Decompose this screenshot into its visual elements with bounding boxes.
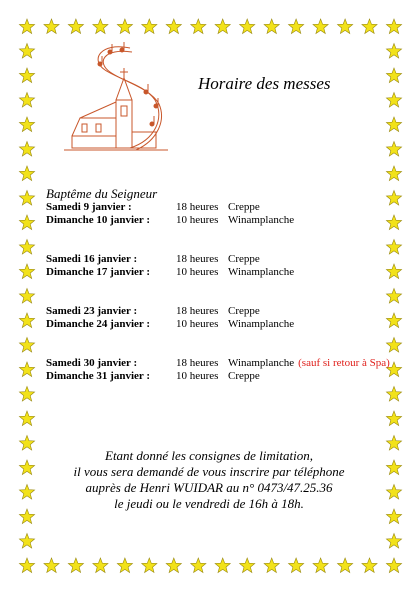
schedule-place: Winamplanche [228,266,295,278]
star-icon [338,19,353,34]
star-icon [386,142,401,157]
star-icon [386,534,401,549]
star-icon [386,436,401,451]
schedule-time: 10 heures [176,214,219,226]
star-icon [117,19,132,34]
schedule-place [228,357,390,370]
schedule-day: Samedi 23 janvier : [46,305,138,317]
star-icon [386,19,401,34]
star-icon [68,558,83,573]
star-icon [93,19,108,34]
star-icon [19,240,34,255]
star-icon [313,558,328,573]
star-icon [386,117,401,132]
schedule-place-text: Winamplanche [228,357,295,369]
star-icon [240,19,255,34]
star-icon [19,362,34,377]
schedule-day: Dimanche 31 janvier : [46,370,150,382]
notice-line: il vous sera demandé de vous inscrire par téléphone [73,464,345,479]
star-icon [19,215,34,230]
subtitle: Baptême du Seigneur [46,186,158,201]
star-icon [386,509,401,524]
star-icon [386,460,401,475]
star-icon [386,485,401,500]
schedule-time: 18 heures [176,253,219,265]
star-icon [19,166,34,181]
schedule-time: 18 heures [176,201,219,213]
star-icon [386,68,401,83]
schedule-group [46,253,396,279]
schedule-row [46,214,396,227]
star-icon [117,558,132,573]
schedule-row [46,253,396,266]
star-icon [289,19,304,34]
star-icon [386,44,401,59]
star-icon [44,558,59,573]
schedule-place: Creppe [228,305,260,317]
page-title: Horaire des messes [198,74,331,93]
schedule-time: 18 heures [176,305,219,317]
star-icon [19,19,34,34]
star-icon [289,558,304,573]
star-icon [338,558,353,573]
schedule-time: 10 heures [176,370,219,382]
star-icon [240,558,255,573]
star-icon [19,264,34,279]
star-icon [191,19,206,34]
schedule-group [46,305,396,331]
church-music-illustration [60,40,180,170]
schedule-day: Dimanche 17 janvier : [46,266,150,278]
star-icon [19,338,34,353]
schedule-place: Creppe [228,370,260,382]
schedule-group [46,201,396,227]
schedule-row [46,266,396,279]
star-icon [19,558,34,573]
notice-line: le jeudi ou le vendredi de 16h à 18h. [114,496,304,511]
schedule-day: Samedi 9 janvier : [46,201,132,213]
star-icon [386,387,401,402]
music-ribbon [98,47,159,148]
star-icon [386,411,401,426]
schedule-place: Creppe [228,253,260,265]
star-icon [166,558,181,573]
schedule-day: Samedi 16 janvier : [46,253,138,265]
star-icon [19,387,34,402]
notice-line: Etant donné les consignes de limitation, [105,448,313,463]
star-icon [215,19,230,34]
star-icon [264,19,279,34]
schedule-place: Winamplanche [228,214,295,226]
schedule-row [46,370,396,383]
schedule-row [46,305,396,318]
notice-line: auprès de Henri WUIDAR au n° 0473/47.25.36 [85,480,333,495]
schedule-row [46,357,396,370]
star-icon [44,19,59,34]
schedule-day: Dimanche 10 janvier : [46,214,150,226]
mass-schedule [46,201,396,383]
star-icon [386,166,401,181]
schedule-note: (sauf si retour à Spa) [298,357,390,369]
star-icon [93,558,108,573]
schedule-time: 10 heures [176,266,219,278]
star-icon [191,558,206,573]
schedule-place: Creppe [228,201,260,213]
schedule-day: Samedi 30 janvier : [46,357,138,369]
schedule-place: Winamplanche [228,318,295,330]
star-icon [19,44,34,59]
star-icon [386,558,401,573]
schedule-time: 18 heures [176,357,219,369]
schedule-row [46,201,396,214]
star-icon [19,534,34,549]
star-icon [313,19,328,34]
star-icon [19,93,34,108]
schedule-row [46,318,396,331]
star-icon [166,19,181,34]
registration-notice [30,448,388,512]
star-icon [19,289,34,304]
star-icon [215,558,230,573]
star-icon [19,411,34,426]
star-icon [264,558,279,573]
star-icon [68,19,83,34]
star-icon [19,117,34,132]
star-icon [386,93,401,108]
schedule-day: Dimanche 24 janvier : [46,318,150,330]
schedule-group [46,357,396,383]
star-icon [19,313,34,328]
schedule-time: 10 heures [176,318,219,330]
star-icon [362,19,377,34]
star-icon [142,19,157,34]
star-icon [362,558,377,573]
star-icon [19,142,34,157]
star-icon [142,558,157,573]
star-icon [19,68,34,83]
star-icon [19,191,34,206]
